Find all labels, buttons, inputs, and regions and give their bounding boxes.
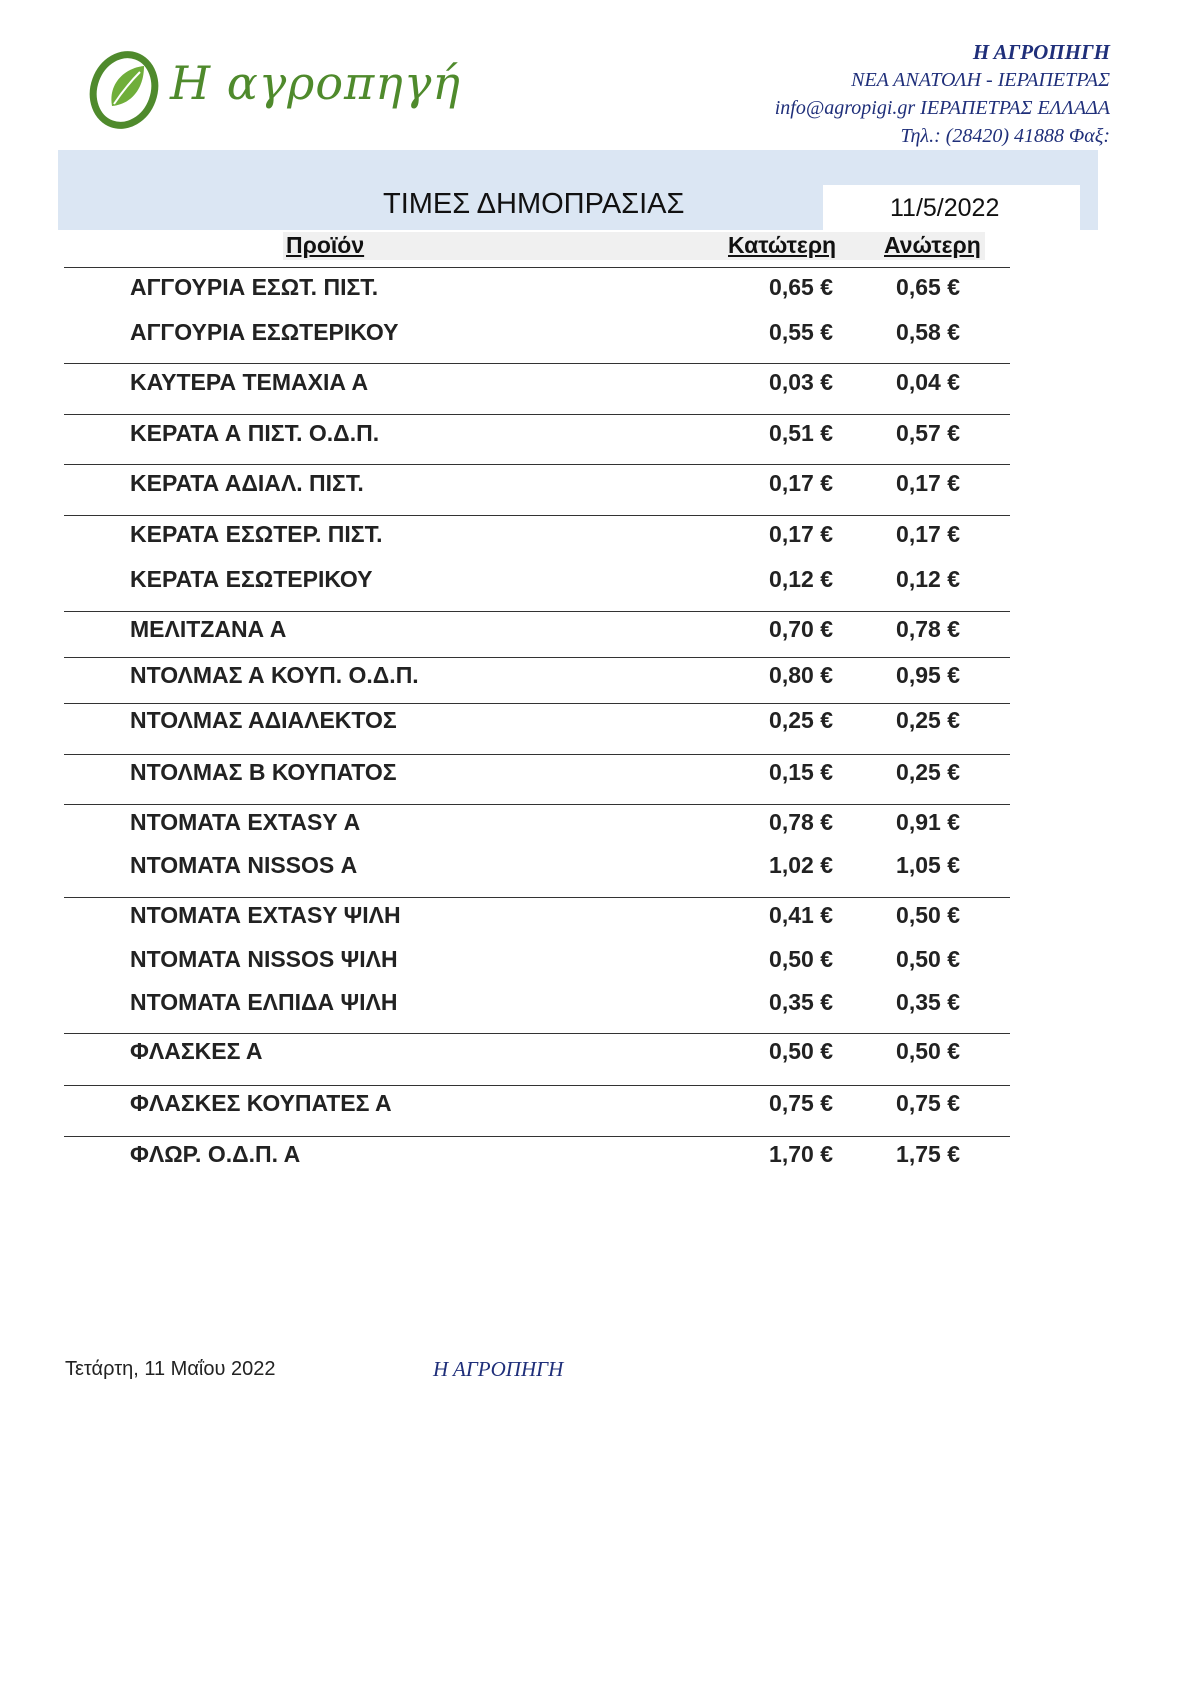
price-high: 0,35 € (896, 989, 960, 1015)
price-low: 0,41 € (769, 902, 833, 928)
table-row (0, 319, 1200, 353)
table-divider (64, 897, 1010, 898)
price-low: 0,12 € (769, 566, 833, 592)
table-divider (64, 754, 1010, 755)
table-row (0, 662, 1200, 696)
table-row (0, 369, 1200, 403)
product-name: ΑΓΓΟΥΡΙΑ ΕΣΩΤ. ΠΙΣΤ. (130, 274, 379, 300)
price-low: 0,51 € (769, 420, 833, 446)
price-low: 0,50 € (769, 946, 833, 972)
price-low: 0,75 € (769, 1090, 833, 1116)
company-name: Η ΑΓΡΟΠΗΓΗ (972, 40, 1110, 64)
price-high: 0,17 € (896, 470, 960, 496)
price-high: 0,25 € (896, 707, 960, 733)
table-divider (64, 657, 1010, 658)
price-high: 1,75 € (896, 1141, 960, 1167)
product-name: ΚΕΡΑΤΑ ΑΔΙΑΛ. ΠΙΣΤ. (130, 470, 364, 496)
table-divider (64, 464, 1010, 465)
price-high: 0,58 € (896, 319, 960, 345)
product-name: ΚΑΥΤΕΡΑ ΤΕΜΑΧΙΑ Α (130, 369, 369, 395)
price-high: 0,17 € (896, 521, 960, 547)
price-high: 0,50 € (896, 1038, 960, 1064)
price-high: 0,78 € (896, 616, 960, 642)
company-location: ΝΕΑ ΑΝΑΤΟΛΗ - ΙΕΡΑΠΕΤΡΑΣ (851, 69, 1110, 91)
table-row (0, 566, 1200, 600)
price-low: 0,25 € (769, 707, 833, 733)
product-name: ΜΕΛΙΤΖΑΝΑ Α (130, 616, 287, 642)
table-divider (64, 804, 1010, 805)
product-name: ΦΛΩΡ. Ο.Δ.Π. Α (130, 1141, 301, 1167)
price-low: 0,50 € (769, 1038, 833, 1064)
column-header-high: Ανώτερη (884, 232, 981, 258)
table-divider (64, 611, 1010, 612)
table-row (0, 759, 1200, 793)
table-row (0, 1090, 1200, 1124)
product-name: ΚΕΡΑΤΑ ΕΣΩΤΕΡΙΚΟΥ (130, 566, 373, 592)
company-contact-block (775, 38, 1110, 150)
table-row (0, 616, 1200, 650)
price-low: 0,78 € (769, 809, 833, 835)
product-name: ΚΕΡΑΤΑ ΕΣΩΤΕΡ. ΠΙΣΤ. (130, 521, 383, 547)
column-header-product: Προϊόν (286, 232, 365, 258)
price-low: 0,17 € (769, 470, 833, 496)
product-name: ΝΤΟΜΑΤΑ EXTASY Α (130, 809, 361, 835)
price-low: 0,15 € (769, 759, 833, 785)
product-name: ΝΤΟΜΑΤΑ EXTASY ΨΙΛΗ (130, 902, 401, 928)
table-divider (64, 267, 1010, 268)
table-row (0, 470, 1200, 504)
table-row (0, 852, 1200, 886)
leaf-logo-icon (86, 48, 166, 132)
table-row (0, 707, 1200, 741)
table-divider (64, 363, 1010, 364)
product-name: ΝΤΟΛΜΑΣ Β ΚΟΥΠΑΤΟΣ (130, 759, 397, 785)
price-high: 0,50 € (896, 902, 960, 928)
table-row (0, 1141, 1200, 1175)
table-row (0, 521, 1200, 555)
product-name: ΦΛΑΣΚΕΣ ΚΟΥΠΑΤΕΣ Α (130, 1090, 392, 1116)
price-low: 0,55 € (769, 319, 833, 345)
product-name: ΝΤΟΛΜΑΣ ΑΔΙΑΛΕΚΤΟΣ (130, 707, 397, 733)
table-divider (64, 515, 1010, 516)
table-row (0, 420, 1200, 454)
auction-date: 11/5/2022 (890, 194, 1000, 222)
price-low: 0,17 € (769, 521, 833, 547)
price-low: 0,65 € (769, 274, 833, 300)
price-high: 0,95 € (896, 662, 960, 688)
table-row (0, 902, 1200, 936)
company-logo (86, 46, 461, 136)
price-low: 1,70 € (769, 1141, 833, 1167)
footer-company: Η ΑΓΡΟΠΗΓΗ (433, 1357, 564, 1381)
price-high: 0,04 € (896, 369, 960, 395)
product-name: ΝΤΟΜΑΤΑ NISSOS ΨΙΛΗ (130, 946, 398, 972)
price-high: 0,75 € (896, 1090, 960, 1116)
footer-date: Τετάρτη, 11 Μαΐου 2022 (65, 1358, 276, 1380)
price-high: 0,25 € (896, 759, 960, 785)
price-low: 1,02 € (769, 852, 833, 878)
column-header-low: Κατώτερη (728, 232, 837, 258)
product-name: ΝΤΟΛΜΑΣ Α ΚΟΥΠ. Ο.Δ.Π. (130, 662, 419, 688)
table-header-shade (283, 232, 985, 260)
product-name: ΝΤΟΜΑΤΑ ΕΛΠΙΔΑ ΨΙΛΗ (130, 989, 398, 1015)
price-high: 0,50 € (896, 946, 960, 972)
table-row (0, 809, 1200, 843)
product-name: ΚΕΡΑΤΑ Α ΠΙΣΤ. Ο.Δ.Π. (130, 420, 380, 446)
price-low: 0,03 € (769, 369, 833, 395)
table-divider (64, 1136, 1010, 1137)
price-high: 0,91 € (896, 809, 960, 835)
logo-text: Η αγροπηγή (170, 56, 461, 110)
product-name: ΦΛΑΣΚΕΣ Α (130, 1038, 263, 1064)
product-name: ΑΓΓΟΥΡΙΑ ΕΣΩΤΕΡΙΚΟΥ (130, 319, 399, 345)
table-divider (64, 1033, 1010, 1034)
price-low: 0,35 € (769, 989, 833, 1015)
price-low: 0,80 € (769, 662, 833, 688)
product-name: ΝΤΟΜΑΤΑ NISSOS Α (130, 852, 358, 878)
price-low: 0,70 € (769, 616, 833, 642)
table-row (0, 989, 1200, 1023)
table-row (0, 274, 1200, 308)
table-divider (64, 414, 1010, 415)
price-high: 1,05 € (896, 852, 960, 878)
company-email-line: info@agropigi.gr ΙΕΡΑΠΕΤΡΑΣ ΕΛΛΑΔΑ (774, 97, 1110, 119)
table-row (0, 946, 1200, 980)
price-high: 0,12 € (896, 566, 960, 592)
company-phone-line: Τηλ.: (28420) 41888 Φαξ: (900, 125, 1110, 147)
page-title: ΤΙΜΕΣ ΔΗΜΟΠΡΑΣΙΑΣ (383, 188, 685, 220)
table-divider (64, 703, 1010, 704)
price-high: 0,65 € (896, 274, 960, 300)
table-row (0, 1038, 1200, 1072)
table-divider (64, 1085, 1010, 1086)
price-high: 0,57 € (896, 420, 960, 446)
